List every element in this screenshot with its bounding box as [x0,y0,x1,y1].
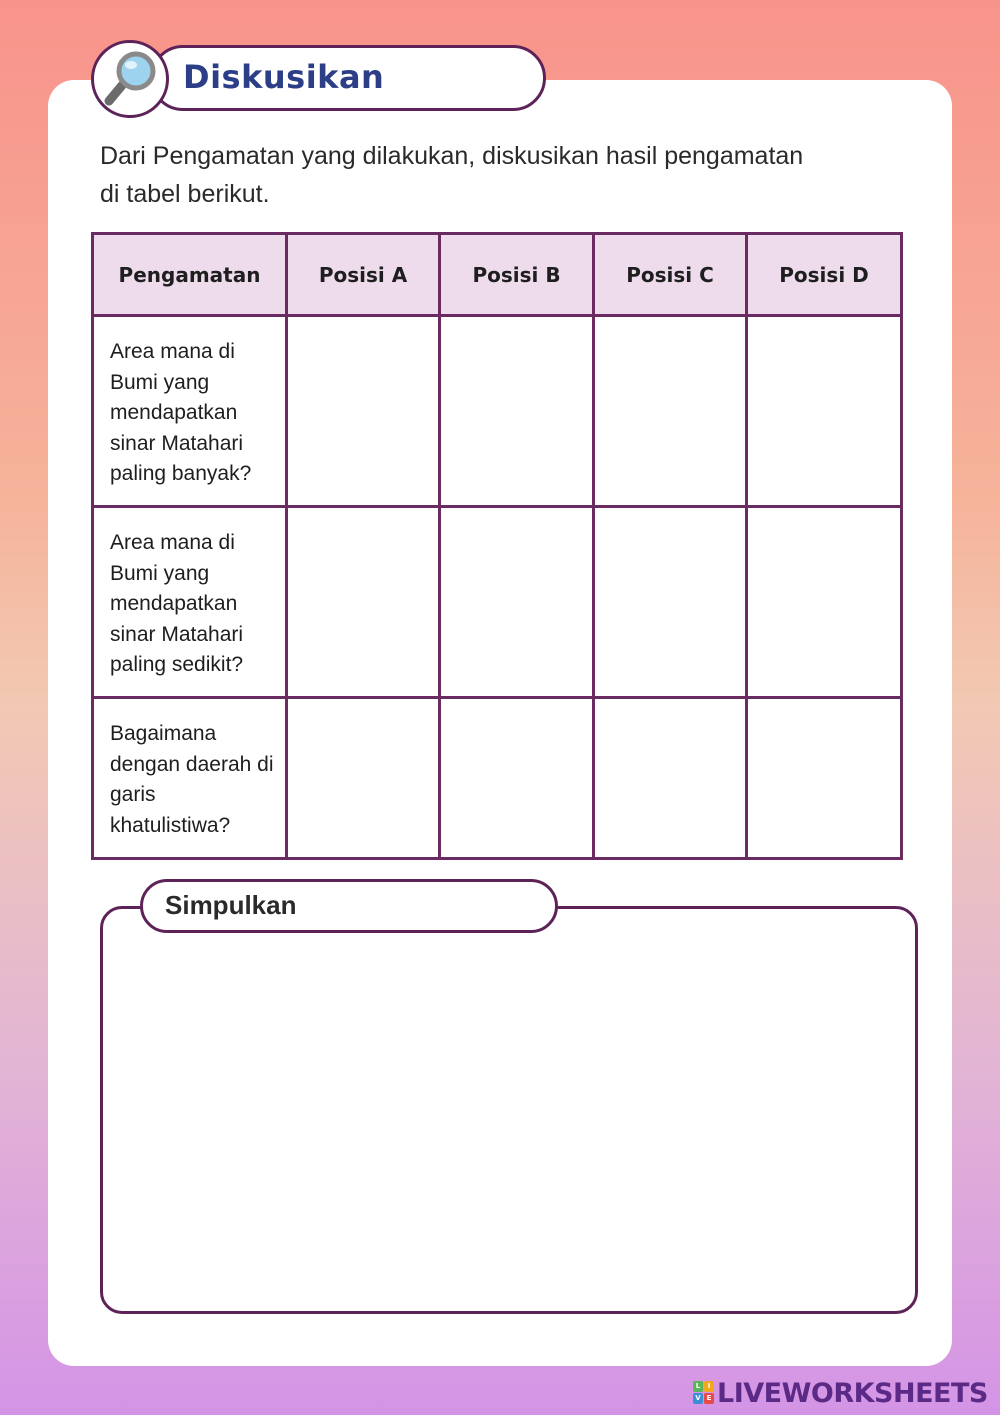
answer-cell-posisi-a[interactable] [287,507,440,698]
table-row [93,698,902,859]
answer-cell-posisi-c[interactable] [594,698,747,859]
answer-cell-posisi-c[interactable] [594,507,747,698]
table-row [93,507,902,698]
answer-cell-posisi-b[interactable] [440,698,594,859]
header-posisi-c: Posisi C [594,234,747,316]
observation-table [91,232,903,860]
answer-cell-posisi-b[interactable] [440,316,594,507]
answer-cell-posisi-b[interactable] [440,507,594,698]
table-row [93,316,902,507]
liveworksheets-brand: LIVEWORKSHEETS [717,1378,988,1409]
header-posisi-a: Posisi A [287,234,440,316]
answer-cell-posisi-d[interactable] [747,316,902,507]
title-banner [150,45,546,111]
magnifying-glass-icon [100,49,160,109]
answer-cell-posisi-a[interactable] [287,316,440,507]
title-icon-badge [91,40,169,118]
answer-cell-posisi-d[interactable] [747,698,902,859]
header-pengamatan: Pengamatan [93,234,287,316]
page-title: Diskusikan [183,58,385,96]
question-cell: Bagaimana dengan daerah di garis khatulistiwa? [93,698,287,859]
table-header-row [93,234,902,316]
header-posisi-b: Posisi B [440,234,594,316]
conclusion-label: Simpulkan [165,890,297,920]
conclusion-answer-box[interactable] [100,906,918,1314]
question-cell: Area mana di Bumi yang mendapatkan sinar Matahari paling sedikit? [93,507,287,698]
answer-cell-posisi-d[interactable] [747,507,902,698]
answer-cell-posisi-c[interactable] [594,316,747,507]
question-cell: Area mana di Bumi yang mendapatkan sinar Matahari paling banyak? [93,316,287,507]
liveworksheets-logo [693,1378,993,1408]
intro-text: Dari Pengamatan yang dilakukan, diskusikan hasil pengamatan di tabel berikut. [100,142,804,208]
liveworksheets-grid-icon: L I V E [693,1381,715,1405]
conclusion-label-banner [140,879,558,933]
answer-cell-posisi-a[interactable] [287,698,440,859]
header-posisi-d: Posisi D [747,234,902,316]
